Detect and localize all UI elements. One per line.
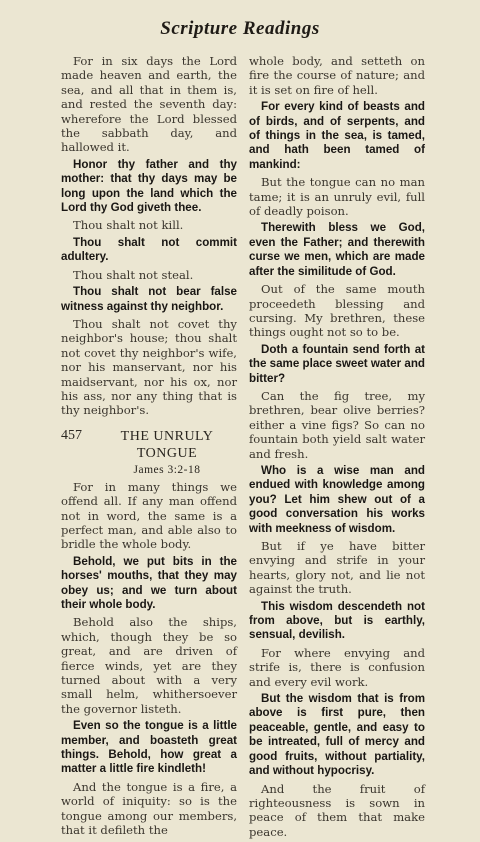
verse-response: Doth a fountain send forth at the same place sweet water and bitter?	[249, 342, 425, 385]
selection-title: THE UNRULY TONGUE	[120, 428, 214, 461]
verse-reader: And the fruit of righteousness is sown in peace of them that make peace.	[249, 781, 425, 839]
selection-heading	[61, 428, 237, 462]
right-column	[249, 54, 425, 842]
verse-response: This wisdom descendeth not from above, but is earthly, sensual, devilish.	[249, 599, 425, 642]
scripture-reference: James 3:2-18	[133, 463, 201, 476]
verse-reader: whole body, and setteth on fire the course of nature; and it is set on fire of hell.	[249, 54, 425, 97]
verse-response: For every kind of beasts and of birds, and of serpents, and of things in the sea, is tamed, and hath been tamed of mankind:	[249, 100, 425, 171]
left-column	[61, 54, 237, 841]
page-header: Scripture Readings	[160, 18, 320, 39]
verse-reader: Thou shalt not covet thy neighbor's house; thou shalt not covet thy neighbor's wife, nor his manservant, nor his maidservant, nor his ox, nor his ass, nor any thing that is thy neighbor's.	[61, 316, 237, 418]
verse-reader: But if ye have bitter envying and strife in your hearts, glory not, and lie not against the truth.	[249, 539, 425, 597]
verse-reader: Out of the same mouth proceedeth blessing and cursing. My brethren, these things ought not so to be.	[249, 282, 425, 340]
verse-reader: Can the fig tree, my brethren, bear olive berries? either a vine figs? So can no fountain both yield salt water and fresh.	[249, 388, 425, 461]
selection-number: 457	[61, 427, 82, 443]
verse-reader: Thou shalt not kill.	[73, 218, 184, 233]
verse-response: Honor thy father and thy mother: that thy days may be long upon the land which the Lord thy God giveth thee.	[61, 157, 237, 215]
verse-reader: For in many things we offend all. If any man offend not in word, the same is a perfect man, and able also to bridle the whole body.	[61, 479, 237, 552]
verse-response: But the wisdom that is from above is first pure, then peaceable, gentle, and easy to be intreated, full of mercy and good fruits, without partiality, and without hypocrisy.	[249, 692, 425, 778]
verse-response: Thou shalt not bear false witness against thy neighbor.	[61, 285, 237, 313]
verse-response: Even so the tongue is a little member, and boasteth great things. Behold, how great a matter a little fire kindleth!	[61, 719, 237, 776]
verse-reader: Behold also the ships, which, though they be so great, and are driven of fierce winds, yet are they turned about with a very small helm, whithersoever the governor listeth.	[61, 615, 237, 716]
verse-response: Who is a wise man and endued with knowledge among you? Let him shew out of a good conversation his works with meekness of wisdom.	[249, 463, 425, 535]
verse-response: Behold, we put bits in the horses' mouths, that they may obey us; and we turn about their whole body.	[61, 554, 237, 611]
verse-reader: But the tongue can no man tame; it is an unruly evil, full of deadly poison.	[249, 175, 425, 219]
verse-response: Thou shalt not commit adultery.	[61, 235, 237, 264]
verse-reader: And the tongue is a fire, a world of iniquity: so is the tongue among our members, that it defileth the	[61, 779, 237, 838]
verse-reader: Thou shalt not steal.	[73, 267, 194, 282]
verse-response: Therewith bless we God, even the Father; and therewith curse we men, which are made after the similitude of God.	[249, 221, 425, 278]
verse-reader: For where envying and strife is, there is confusion and every evil work.	[249, 645, 425, 689]
verse-reader: For in six days the Lord made heaven and earth, the sea, and all that in them is, and rested the seventh day: wherefore the Lord blessed the sabbath day, and hallowed it.	[61, 54, 237, 155]
